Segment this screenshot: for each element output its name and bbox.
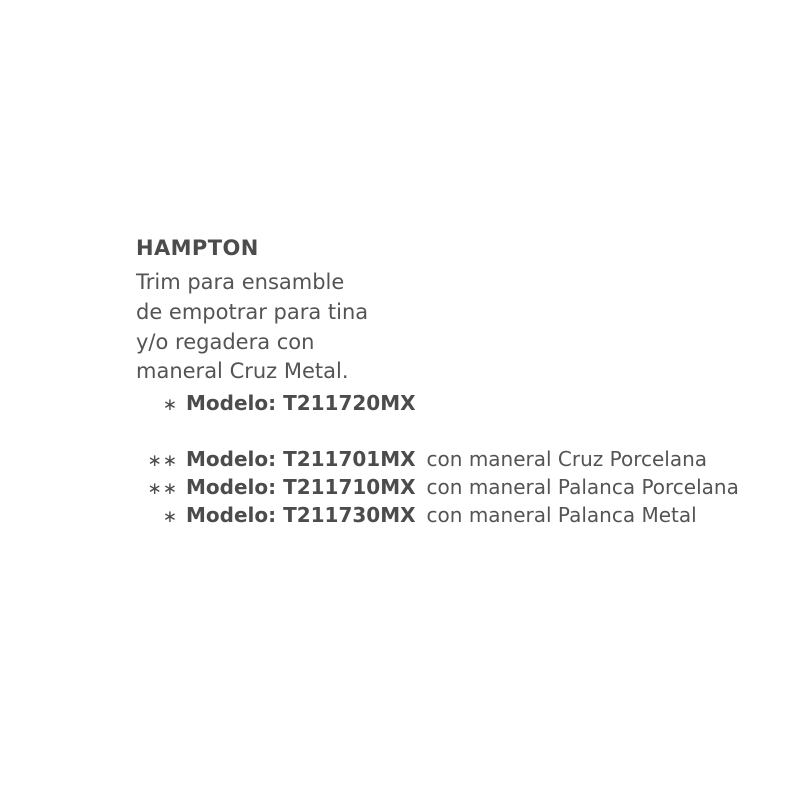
model-note: con maneral Palanca Metal: [426, 503, 697, 528]
model-code: Modelo: T211730MX: [186, 503, 416, 528]
model-code: Modelo: T211701MX: [186, 446, 416, 471]
description-line-4: maneral Cruz Metal.: [136, 359, 349, 384]
model-note: con maneral Palanca Porcelana: [426, 475, 739, 500]
description-line-3: y/o regadera con: [136, 329, 315, 354]
product-info-block: [136, 238, 756, 530]
description-line-2: de empotrar para tina: [136, 299, 369, 324]
model-code: Modelo: T211710MX: [186, 475, 416, 500]
asterisk-icon: ∗: [162, 507, 178, 528]
asterisk-icon: ∗∗: [147, 450, 178, 471]
asterisk-icon: ∗∗: [147, 479, 178, 500]
model-code: Modelo: T211720MX: [186, 391, 416, 416]
list-item: [136, 473, 756, 501]
model-variants-list: [136, 445, 756, 530]
primary-model-line: [136, 389, 756, 417]
list-item: [136, 501, 756, 529]
product-title: HAMPTON: [136, 236, 259, 260]
model-note: con maneral Cruz Porcelana: [426, 446, 708, 471]
product-description: [136, 268, 756, 387]
list-item: [136, 445, 756, 473]
description-line-1: Trim para ensamble: [136, 270, 345, 294]
asterisk-icon: ∗: [162, 395, 178, 416]
